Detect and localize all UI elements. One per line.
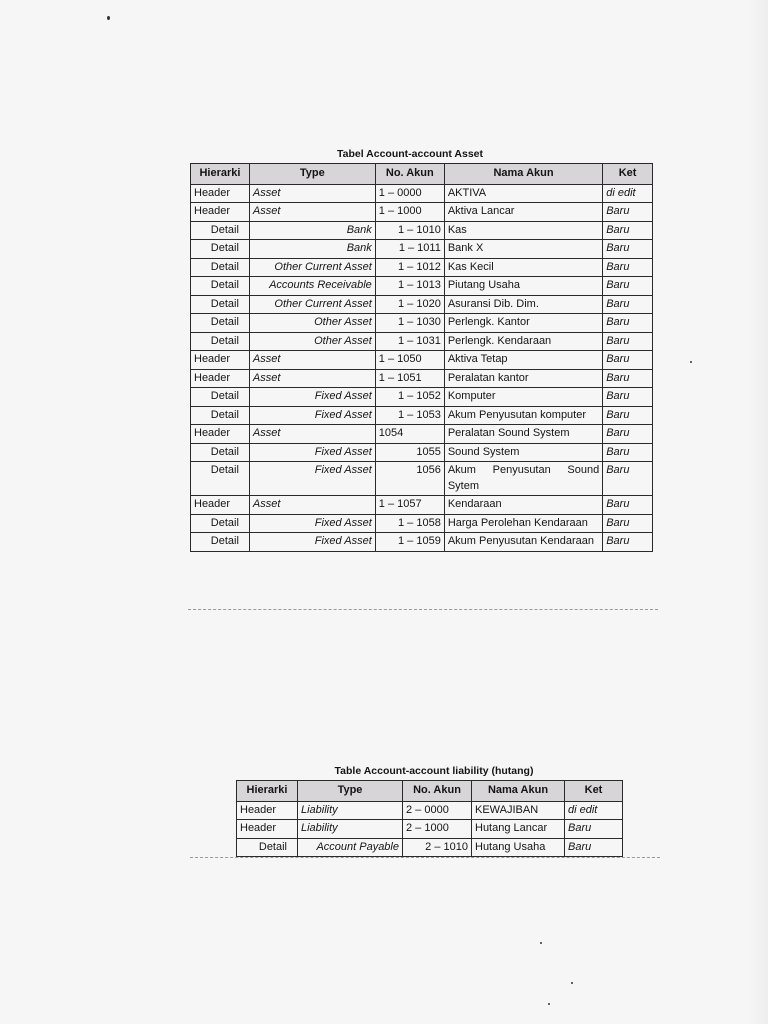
table-row — [191, 221, 653, 240]
ket-cell: di edit — [565, 801, 623, 820]
nama-akun-cell: Perlengk. Kendaraan — [444, 332, 602, 351]
nama-akun-cell: Akum Penyusutan Sound Sytem — [444, 462, 602, 496]
nama-akun-cell: Kendaraan — [444, 496, 602, 515]
ket-cell: Baru — [603, 425, 653, 444]
no-akun-cell: 1 – 1012 — [375, 258, 444, 277]
nama-akun-cell: Aktiva Tetap — [444, 351, 602, 370]
scan-speck — [690, 361, 692, 363]
type-cell: Accounts Receivable — [249, 277, 375, 296]
liability-table-body — [237, 801, 623, 857]
type-cell: Other Current Asset — [249, 258, 375, 277]
nama-akun-cell: Hutang Usaha — [472, 838, 565, 857]
ket-cell: Baru — [565, 838, 623, 857]
asset-table-title: Tabel Account-account Asset — [336, 148, 484, 160]
table-row — [191, 295, 653, 314]
nama-akun-cell: Asuransi Dib. Dim. — [444, 295, 602, 314]
column-header-no-akun: No. Akun — [375, 164, 444, 185]
no-akun-cell: 2 – 1010 — [403, 838, 472, 857]
table-row — [191, 533, 653, 552]
column-header-hierarki: Hierarki — [191, 164, 250, 185]
scan-speck — [571, 982, 573, 984]
table-row — [191, 240, 653, 259]
type-cell: Liability — [298, 801, 403, 820]
nama-akun-cell: Bank X — [444, 240, 602, 259]
type-cell: Asset — [249, 351, 375, 370]
table-row — [191, 314, 653, 333]
no-akun-cell: 1 – 1011 — [375, 240, 444, 259]
no-akun-cell: 1 – 1030 — [375, 314, 444, 333]
ket-cell: Baru — [603, 406, 653, 425]
ket-cell: Baru — [603, 514, 653, 533]
type-cell: Fixed Asset — [249, 406, 375, 425]
no-akun-cell: 2 – 0000 — [403, 801, 472, 820]
no-akun-cell: 1054 — [375, 425, 444, 444]
nama-akun-cell: Piutang Usaha — [444, 277, 602, 296]
table-row — [191, 184, 653, 203]
type-cell: Other Asset — [249, 314, 375, 333]
nama-akun-cell: Peralatan Sound System — [444, 425, 602, 444]
table-row — [191, 369, 653, 388]
column-header-ket: Ket — [603, 164, 653, 185]
ket-cell: Baru — [603, 314, 653, 333]
ket-cell: Baru — [603, 240, 653, 259]
type-cell: Liability — [298, 820, 403, 839]
type-cell: Asset — [249, 496, 375, 515]
ket-cell: Baru — [565, 820, 623, 839]
no-akun-cell: 1 – 1057 — [375, 496, 444, 515]
hierarki-cell: Detail — [191, 443, 250, 462]
hierarki-cell: Header — [191, 496, 250, 515]
type-cell: Asset — [249, 425, 375, 444]
table-row — [191, 496, 653, 515]
ket-cell: Baru — [603, 388, 653, 407]
table-row — [237, 801, 623, 820]
asset-table — [190, 163, 653, 552]
hierarki-cell: Detail — [237, 838, 298, 857]
type-cell: Bank — [249, 240, 375, 259]
hierarki-cell: Detail — [191, 314, 250, 333]
column-header-ket: Ket — [565, 781, 623, 802]
asset-table-body — [191, 184, 653, 551]
column-header-no-akun: No. Akun — [403, 781, 472, 802]
column-header-hierarki: Hierarki — [237, 781, 298, 802]
hierarki-cell: Detail — [191, 277, 250, 296]
table-row — [237, 838, 623, 857]
table-row — [191, 406, 653, 425]
hierarki-cell: Detail — [191, 240, 250, 259]
type-cell: Asset — [249, 203, 375, 222]
no-akun-cell: 1 – 1013 — [375, 277, 444, 296]
hierarki-cell: Detail — [191, 406, 250, 425]
ket-cell: Baru — [603, 277, 653, 296]
type-cell: Fixed Asset — [249, 533, 375, 552]
nama-akun-cell: Hutang Lancar — [472, 820, 565, 839]
no-akun-cell: 1 – 1000 — [375, 203, 444, 222]
nama-akun-cell: AKTIVA — [444, 184, 602, 203]
scan-speck — [107, 16, 110, 20]
scan-speck — [548, 1003, 550, 1005]
no-akun-cell: 1 – 1059 — [375, 533, 444, 552]
nama-akun-cell: Sound System — [444, 443, 602, 462]
no-akun-cell: 1 – 1052 — [375, 388, 444, 407]
nama-akun-cell: Kas — [444, 221, 602, 240]
ket-cell: Baru — [603, 332, 653, 351]
ket-cell: di edit — [603, 184, 653, 203]
hierarki-cell: Header — [191, 425, 250, 444]
column-header-type: Type — [298, 781, 403, 802]
type-cell: Fixed Asset — [249, 514, 375, 533]
nama-akun-cell: Kas Kecil — [444, 258, 602, 277]
hierarki-cell: Detail — [191, 514, 250, 533]
hierarki-cell: Header — [191, 351, 250, 370]
table-row — [191, 443, 653, 462]
hierarki-cell: Header — [237, 801, 298, 820]
cut-line — [188, 609, 658, 610]
nama-akun-cell: Aktiva Lancar — [444, 203, 602, 222]
ket-cell: Baru — [603, 295, 653, 314]
ket-cell: Baru — [603, 533, 653, 552]
type-cell: Fixed Asset — [249, 443, 375, 462]
no-akun-cell: 1056 — [375, 462, 444, 496]
no-akun-cell: 2 – 1000 — [403, 820, 472, 839]
ket-cell: Baru — [603, 369, 653, 388]
hierarki-cell: Header — [191, 369, 250, 388]
liability-table-title: Table Account-account liability (hutang) — [334, 765, 534, 777]
hierarki-cell: Detail — [191, 332, 250, 351]
no-akun-cell: 1 – 1010 — [375, 221, 444, 240]
table-header-row — [191, 164, 653, 185]
type-cell: Fixed Asset — [249, 462, 375, 496]
hierarki-cell: Detail — [191, 258, 250, 277]
table-row — [237, 820, 623, 839]
ket-cell: Baru — [603, 221, 653, 240]
hierarki-cell: Detail — [191, 221, 250, 240]
table-row — [191, 462, 653, 496]
no-akun-cell: 1 – 1020 — [375, 295, 444, 314]
no-akun-cell: 1 – 1031 — [375, 332, 444, 351]
hierarki-cell: Detail — [191, 388, 250, 407]
type-cell: Asset — [249, 184, 375, 203]
table-header-row — [237, 781, 623, 802]
scan-speck — [540, 942, 542, 944]
column-header-nama-akun: Nama Akun — [444, 164, 602, 185]
no-akun-cell: 1 – 1053 — [375, 406, 444, 425]
ket-cell: Baru — [603, 496, 653, 515]
column-header-type: Type — [249, 164, 375, 185]
ket-cell: Baru — [603, 351, 653, 370]
no-akun-cell: 1 – 1058 — [375, 514, 444, 533]
type-cell: Bank — [249, 221, 375, 240]
nama-akun-cell: Peralatan kantor — [444, 369, 602, 388]
table-row — [191, 425, 653, 444]
type-cell: Asset — [249, 369, 375, 388]
ket-cell: Baru — [603, 443, 653, 462]
nama-akun-cell: Komputer — [444, 388, 602, 407]
column-header-nama-akun: Nama Akun — [472, 781, 565, 802]
nama-akun-cell: KEWAJIBAN — [472, 801, 565, 820]
cut-line — [190, 857, 660, 858]
table-row — [191, 332, 653, 351]
hierarki-cell: Header — [191, 203, 250, 222]
type-cell: Account Payable — [298, 838, 403, 857]
table-row — [191, 258, 653, 277]
ket-cell: Baru — [603, 462, 653, 496]
type-cell: Fixed Asset — [249, 388, 375, 407]
table-row — [191, 351, 653, 370]
no-akun-cell: 1 – 0000 — [375, 184, 444, 203]
page-edge-shadow — [746, 0, 768, 1024]
liability-table — [236, 780, 623, 857]
hierarki-cell: Detail — [191, 462, 250, 496]
table-row — [191, 388, 653, 407]
no-akun-cell: 1055 — [375, 443, 444, 462]
nama-akun-cell: Akum Penyusutan komputer — [444, 406, 602, 425]
nama-akun-cell: Harga Perolehan Kendaraan — [444, 514, 602, 533]
hierarki-cell: Detail — [191, 295, 250, 314]
type-cell: Other Current Asset — [249, 295, 375, 314]
ket-cell: Baru — [603, 258, 653, 277]
table-row — [191, 203, 653, 222]
type-cell: Other Asset — [249, 332, 375, 351]
no-akun-cell: 1 – 1051 — [375, 369, 444, 388]
nama-akun-cell: Akum Penyusutan Kendaraan — [444, 533, 602, 552]
hierarki-cell: Header — [191, 184, 250, 203]
ket-cell: Baru — [603, 203, 653, 222]
hierarki-cell: Detail — [191, 533, 250, 552]
hierarki-cell: Header — [237, 820, 298, 839]
table-row — [191, 277, 653, 296]
no-akun-cell: 1 – 1050 — [375, 351, 444, 370]
table-row — [191, 514, 653, 533]
nama-akun-cell: Perlengk. Kantor — [444, 314, 602, 333]
